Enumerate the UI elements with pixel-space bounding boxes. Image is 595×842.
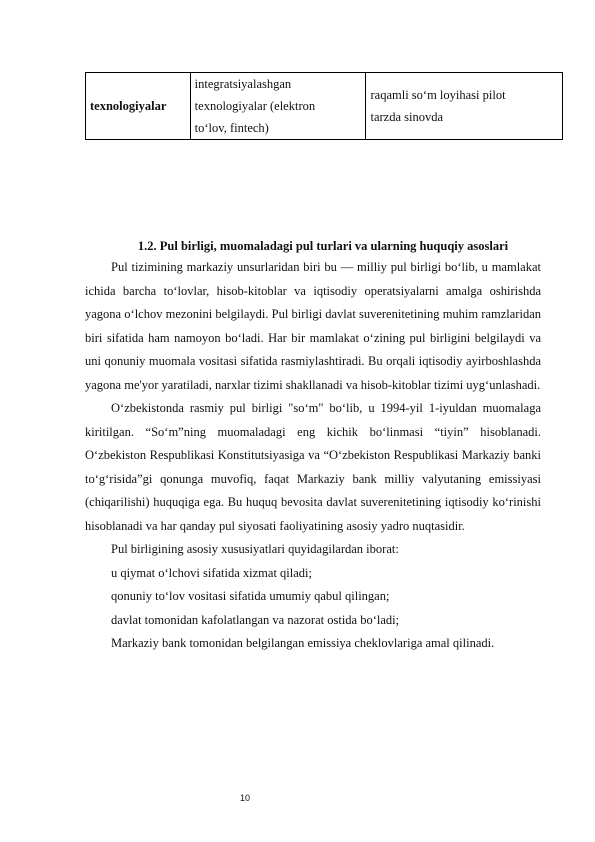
paragraph-4: Markaziy bank tomonidan belgilangan emissiya cheklovlariga amal qilinadi. bbox=[111, 636, 495, 650]
cell-line: to‘lov, fintech) bbox=[194, 121, 269, 135]
cell-line: tarzda sinovda bbox=[370, 110, 444, 124]
paragraph-3: Pul birligining asosiy xususiyatlari quyidagilardan iborat: bbox=[111, 542, 399, 556]
paragraph-1: Pul tizimining markaziy unsurlaridan biri bu — milliy pul birligi bo‘lib, u mamlakat ichida barcha to‘lovlar, hisob-kitoblar va iqtisodiy operatsiyalarni amalga oshirishda yagona o‘lchov mezonini belgilaydi. Pul birligi davlat suverenitetining muhim ramzlaridan biri sifatida ham namoyon bo‘ladi. Har bir mamlakat o‘zining pul birligini belgilaydi va uni qonuniy muomala vositasi sifatida rasmiylashtiradi. Bu orqali iqtisodiy ayirboshlashda yagona me'yor yaratiladi, narxlar tizimi shakllanadi va hisob-kitoblar tizimi uyg‘unlashadi. bbox=[85, 260, 541, 392]
technology-table bbox=[85, 72, 563, 140]
table-cell-status bbox=[366, 73, 563, 140]
cell-line: texnologiyalar (elektron bbox=[194, 99, 316, 113]
page-number: 10 bbox=[240, 793, 251, 803]
paragraph-2: O‘zbekistonda rasmiy pul birligi "so‘m" bo‘lib, u 1994-yil 1-iyuldan muomalaga kiritilgan. “So‘m”ning muomaladagi eng kichik bo‘linmasi “tiyin” hisoblanadi. O‘zbekiston Respublikasi Konstitutsiyasiga va “O‘zbekiston Respublikasi Markaziy banki to‘g‘risida”gi qonunga muvofiq, faqat Markaziy bank milliy valyutaning emissiyasi (chiqarilishi) huquqiga ega. Bu huquq bevosita davlat suverenitetining iqtisodiy ko‘rinishi hisoblanadi va har qanday pul siyosati faoliyatining asosiy yadro nuqtasidir. bbox=[85, 401, 541, 533]
cell-line: integratsiyalashgan bbox=[194, 77, 292, 91]
list-item-2: qonuniy to‘lov vositasi sifatida umumiy qabul qilingan; bbox=[111, 589, 390, 603]
section-heading: 1.2. Pul birligi, muomaladagi pul turlari va ularning huquqiy asoslari bbox=[137, 239, 509, 253]
list-item-3: davlat tomonidan kafolatlangan va nazorat ostida bo‘ladi; bbox=[111, 612, 400, 627]
list-item-1: u qiymat o‘lchovi sifatida xizmat qiladi; bbox=[111, 565, 312, 580]
table-row bbox=[86, 73, 563, 140]
cell-line: raqamli so‘m loyihasi pilot bbox=[370, 88, 506, 102]
table-cell-description bbox=[190, 73, 366, 140]
section-body bbox=[85, 236, 541, 656]
table-cell-category: texnologiyalar bbox=[86, 73, 191, 140]
